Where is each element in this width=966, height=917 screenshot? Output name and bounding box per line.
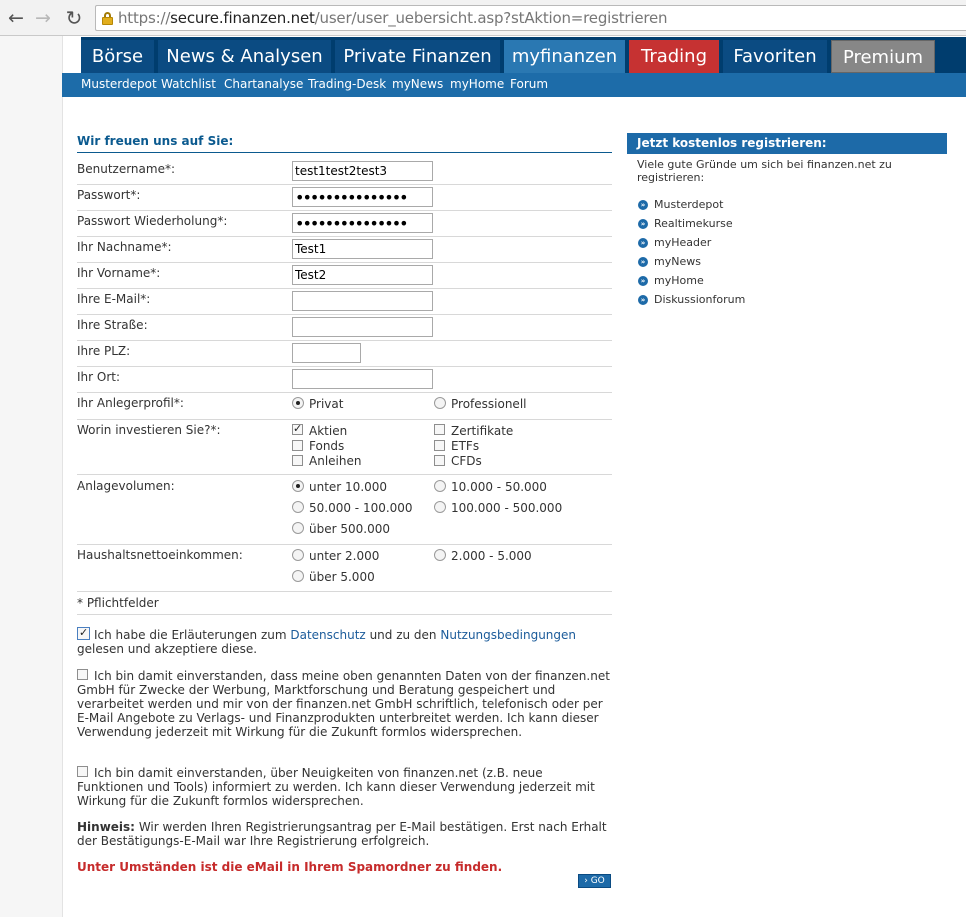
arrow-bullet-icon: » <box>638 238 648 248</box>
radio-volume-100000-500000[interactable] <box>434 501 446 513</box>
subnav-myhome[interactable]: myHome <box>450 77 505 91</box>
divider <box>77 340 612 341</box>
email-input[interactable] <box>292 291 433 311</box>
forward-arrow-icon[interactable]: → <box>35 7 51 29</box>
username-input[interactable] <box>292 161 433 181</box>
username-label: Benutzername*: <box>77 162 176 176</box>
divider <box>77 419 612 420</box>
chevron-right-icon: › <box>584 876 588 886</box>
radio-professionell[interactable] <box>434 397 446 409</box>
divider <box>77 366 612 367</box>
divider <box>77 314 612 315</box>
radio-volume-50000-100000[interactable] <box>292 501 304 513</box>
subnav-trading-desk[interactable]: Trading-Desk <box>308 77 387 91</box>
zip-label: Ihre PLZ: <box>77 344 131 358</box>
arrow-bullet-icon: » <box>638 276 648 286</box>
city-input[interactable] <box>292 369 433 389</box>
privacy-terms-text: Ich habe die Erläuterungen zum Datenschutz und zu den Nutzungsbedingungen gelesen und akzeptiere diese. <box>77 628 577 656</box>
checkbox-anleihen[interactable] <box>292 455 303 466</box>
password-repeat-input[interactable] <box>292 213 433 233</box>
checkbox-zertifikate[interactable] <box>434 424 445 435</box>
main-navigation <box>81 37 966 73</box>
investor-profile-label: Ihr Anlegerprofil*: <box>77 396 184 410</box>
radio-volume-10000-50000-label: 10.000 - 50.000 <box>451 480 547 494</box>
password-input[interactable] <box>292 187 433 207</box>
zip-input[interactable] <box>292 343 361 363</box>
arrow-bullet-icon: » <box>638 200 648 210</box>
nav-tab-private-finanzen[interactable]: Private Finanzen <box>335 40 500 73</box>
radio-income-2000-5000-label: 2.000 - 5.000 <box>451 549 532 563</box>
radio-privat-label: Privat <box>309 397 344 411</box>
divider <box>77 288 612 289</box>
checkbox-aktien[interactable] <box>292 424 303 435</box>
radio-volume-100000-500000-label: 100.000 - 500.000 <box>451 501 563 515</box>
password-repeat-label: Passwort Wiederholung*: <box>77 214 228 228</box>
checkbox-anleihen-label: Anleihen <box>309 454 362 468</box>
invest-types-label: Worin investieren Sie?*: <box>77 423 221 437</box>
marketing-consent-text: Ich bin damit einverstanden, dass meine oben genannten Daten von der finanzen.net GmbH für Zwecke der Werbung, Marktforschung und Beratung gespeichert und verarbeitet werden und mir von der finanzen.net GmbH schriftlich, telefonisch oder per E-Mail Angebote zu Verlags- und Finanzprodukten unterbreitet werden. Ich kann dieser Verwendung jederzeit mit Wirkung für die Zukunft formlos widersprechen. <box>77 669 610 739</box>
investment-volume-label: Anlagevolumen: <box>77 479 175 493</box>
radio-volume-over-500000-label: über 500.000 <box>309 522 390 536</box>
checkbox-etfs-label: ETFs <box>451 439 480 453</box>
checkbox-fonds[interactable] <box>292 440 303 451</box>
radio-volume-50000-100000-label: 50.000 - 100.000 <box>309 501 413 515</box>
radio-professionell-label: Professionell <box>451 397 527 411</box>
street-label: Ihre Straße: <box>77 318 148 332</box>
city-label: Ihr Ort: <box>77 370 121 384</box>
divider <box>77 262 612 263</box>
go-button[interactable]: › GO <box>578 874 611 888</box>
lock-icon <box>102 12 113 25</box>
checkbox-fonds-label: Fonds <box>309 439 345 453</box>
nav-tab-boerse[interactable]: Börse <box>81 40 154 73</box>
divider <box>77 614 612 615</box>
nav-tab-favoriten[interactable]: Favoriten <box>723 40 827 73</box>
divider <box>77 591 612 592</box>
checkbox-cfds-label: CFDs <box>451 454 482 468</box>
hint-text: Hinweis: Wir werden Ihren Registrierungsantrag per E-Mail bestätigen. Erst nach Erhalt der Bestätigungs-E-Mail war Ihre Registrierung erfolgreich. <box>77 820 607 848</box>
subnav-mynews[interactable]: myNews <box>392 77 444 91</box>
subnav-watchlist[interactable]: Watchlist <box>161 77 216 91</box>
radio-volume-10000-50000[interactable] <box>434 480 446 492</box>
newsletter-consent-text: Ich bin damit einverstanden, über Neuigkeiten von finanzen.net (z.B. neue Funktionen und Tools) informiert zu werden. Ich kann dieser Verwendung jederzeit mit Wirkung für die Zukunft formlos widersprechen. <box>77 766 595 808</box>
checkbox-cfds[interactable] <box>434 455 445 466</box>
lastname-label: Ihr Nachname*: <box>77 240 172 254</box>
arrow-bullet-icon: » <box>638 257 648 267</box>
arrow-bullet-icon: » <box>638 295 648 305</box>
subnav-chartanalyse[interactable]: Chartanalyse <box>224 77 304 91</box>
lastname-input[interactable] <box>292 239 433 259</box>
sub-navigation <box>62 73 966 97</box>
divider <box>77 236 612 237</box>
checkbox-etfs[interactable] <box>434 440 445 451</box>
form-title: Wir freuen uns auf Sie: <box>77 134 234 148</box>
radio-privat[interactable] <box>292 397 304 409</box>
back-arrow-icon[interactable]: ← <box>8 7 24 29</box>
divider <box>77 392 612 393</box>
divider <box>77 152 612 153</box>
nav-tab-myfinanzen[interactable]: myfinanzen <box>504 40 625 73</box>
sidebar-intro: Viele gute Gründe um sich bei finanzen.net zu registrieren: <box>637 158 892 184</box>
terms-link[interactable]: Nutzungsbedingungen <box>440 628 577 642</box>
subnav-musterdepot[interactable]: Musterdepot <box>81 77 157 91</box>
radio-income-2000-5000[interactable] <box>434 549 446 561</box>
divider <box>77 210 612 211</box>
household-income-label: Haushaltsnettoeinkommen: <box>77 548 243 562</box>
address-bar[interactable] <box>95 5 966 31</box>
firstname-input[interactable] <box>292 265 433 285</box>
radio-income-under-2000-label: unter 2.000 <box>309 549 380 563</box>
required-fields-note: * Pflichtfelder <box>77 596 159 610</box>
radio-income-over-5000-label: über 5.000 <box>309 570 375 584</box>
checkbox-aktien-label: Aktien <box>309 424 348 438</box>
firstname-label: Ihr Vorname*: <box>77 266 161 280</box>
arrow-bullet-icon: » <box>638 219 648 229</box>
subnav-forum[interactable]: Forum <box>510 77 549 91</box>
reload-icon[interactable]: ↻ <box>65 6 83 30</box>
page-margin <box>0 36 62 917</box>
radio-volume-under-10000[interactable] <box>292 480 304 492</box>
url-text: https://secure.finanzen.net/user/user_uebersicht.asp?stAktion=registrieren <box>118 9 668 27</box>
radio-volume-under-10000-label: unter 10.000 <box>309 480 388 494</box>
divider <box>77 474 612 475</box>
nav-tab-trading[interactable]: Trading <box>629 40 719 73</box>
browser-toolbar <box>0 0 966 36</box>
email-label: Ihre E-Mail*: <box>77 292 151 306</box>
nav-tab-news-analysen[interactable]: News & Analysen <box>158 40 331 73</box>
checkbox-zertifikate-label: Zertifikate <box>451 424 514 438</box>
radio-income-under-2000[interactable] <box>292 549 304 561</box>
radio-volume-over-500000[interactable] <box>292 522 304 534</box>
sidebar-title: Jetzt kostenlos registrieren: <box>627 133 947 154</box>
divider <box>77 184 612 185</box>
nav-tab-premium[interactable]: Premium <box>831 40 935 73</box>
spam-folder-note: Unter Umständen ist die eMail in Ihrem Spamordner zu finden. <box>77 860 503 874</box>
password-label: Passwort*: <box>77 188 141 202</box>
divider <box>77 544 612 545</box>
street-input[interactable] <box>292 317 433 337</box>
privacy-link[interactable]: Datenschutz <box>290 628 366 642</box>
radio-income-over-5000[interactable] <box>292 570 304 582</box>
